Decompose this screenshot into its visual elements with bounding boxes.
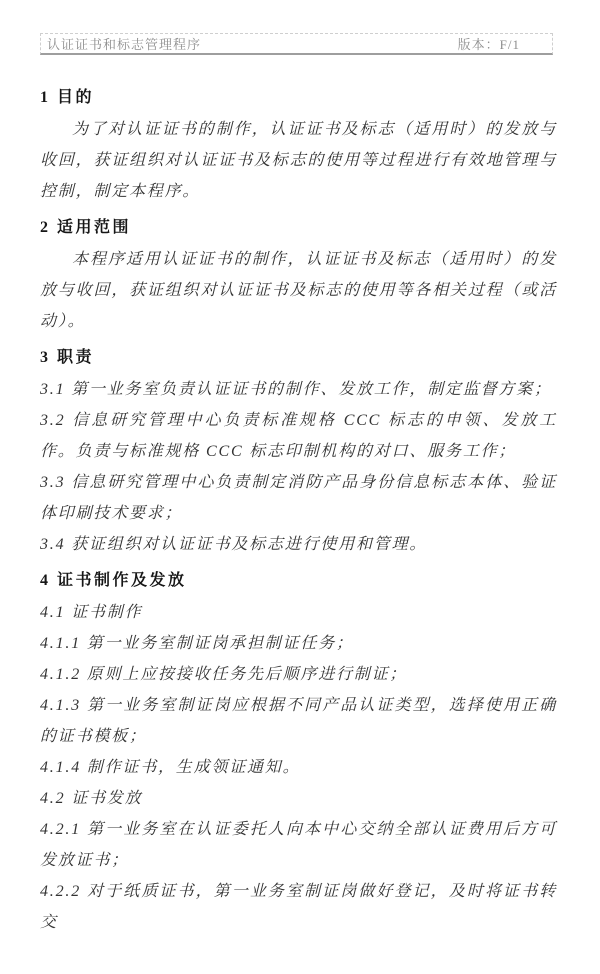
- doc-item: 3.3 信息研究管理中心负责制定消防产品身份信息标志本体、验证体印刷技术要求；: [40, 474, 557, 522]
- document-page: [0, 33, 600, 974]
- header-title: 认证证书和标志管理程序: [47, 37, 202, 52]
- document-body: [40, 82, 557, 938]
- doc-subheading: 4.2 证书发放: [40, 790, 143, 807]
- doc-heading: 1 目的: [40, 89, 95, 106]
- doc-subheading: 4.1 证书制作: [40, 604, 143, 621]
- doc-item: 4.1.2 原则上应按接收任务先后顺序进行制证；: [40, 666, 408, 683]
- doc-item: 4.2.2 对于纸质证书，第一业务室制证岗做好登记，及时将证书转交: [40, 883, 557, 931]
- doc-heading: 2 适用范围: [40, 219, 132, 236]
- doc-heading: 4 证书制作及发放: [40, 572, 187, 589]
- doc-heading: 3 职责: [40, 349, 95, 366]
- doc-paragraph: 本程序适用认证证书的制作，认证证书及标志（适用时）的发放与收回，获证组织对认证证书及标志的使用等各相关过程（或活动）。: [40, 251, 557, 330]
- doc-item: 4.2.1 第一业务室在认证委托人向本中心交纳全部认证费用后方可发放证书；: [40, 821, 557, 869]
- doc-item: 3.1 第一业务室负责认证证书的制作、发放工作，制定监督方案；: [40, 381, 552, 398]
- doc-paragraph: 为了对认证证书的制作，认证证书及标志（适用时）的发放与收回，获证组织对认证证书及标志的使用等过程进行有效地管理与控制，制定本程序。: [40, 121, 557, 200]
- doc-item: 4.1.4 制作证书，生成领证通知。: [40, 759, 301, 776]
- doc-item: 3.4 获证组织对认证证书及标志进行使用和管理。: [40, 536, 428, 553]
- doc-item: 4.1.1 第一业务室制证岗承担制证任务；: [40, 635, 354, 652]
- page-header: [40, 33, 553, 55]
- doc-item: 3.2 信息研究管理中心负责标准规格 CCC 标志的申领、发放工作。负责与标准规格 CCC 标志印制机构的对口、服务工作；: [40, 412, 557, 460]
- doc-item: 4.1.3 第一业务室制证岗应根据不同产品认证类型，选择使用正确的证书模板；: [40, 697, 557, 745]
- header-version: 版本：F/1: [457, 37, 520, 52]
